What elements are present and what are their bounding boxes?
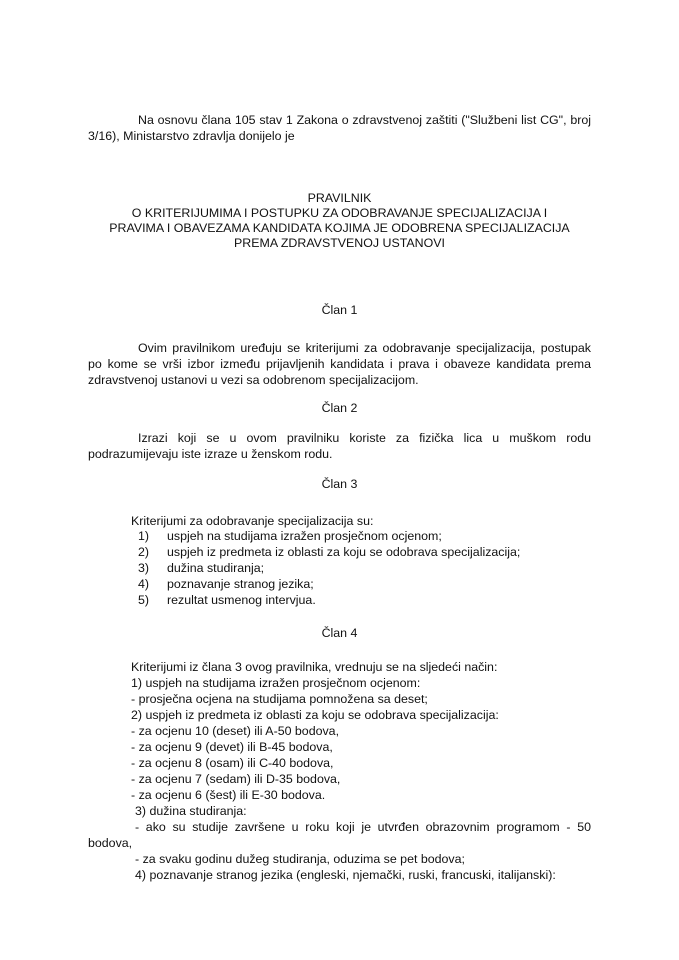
scoring-line: - za ocjenu 7 (sedam) ili D-35 bodova, — [131, 772, 341, 786]
scoring-line: - za ocjenu 10 (deset) ili A-50 bodova, — [131, 724, 340, 738]
scoring-line: 3) dužina studiranja: — [135, 804, 247, 818]
article-paragraph: Ovim pravilnikom uređuju se kriterijumi za odobravanje specijalizacija, postupak po kome se vrši izbor između prijavljenih kandidata i prava i obaveze kandidata prema zdravstvenoj ustanovi u vezi sa odobrenom specijalizacijom. — [88, 341, 591, 387]
article-heading: Član 2 — [321, 401, 358, 415]
scoring-line: - za ocjenu 9 (devet) ili B-45 bodova, — [131, 740, 333, 754]
article-paragraph: Izrazi koji se u ovom pravilniku koriste za fizička lica u muškom rodu podrazumijevaju iste izraze u ženskom rodu. — [88, 431, 591, 461]
article-heading: Član 1 — [321, 303, 358, 317]
title-line: PRAVIMA I OBAVEZAMA KANDIDATA KOJIMA JE ODOBRENA SPECIJALIZACIJA — [109, 221, 570, 235]
scoring-line: 2) uspjeh iz predmeta iz oblasti za koju se odobrava specijalizacija: — [131, 708, 499, 722]
list-item: 1) uspjeh na studijama izražen prosječnom ocjenom; — [138, 529, 442, 543]
scoring-line: - za svaku godinu dužeg studiranja, oduzima se pet bodova; — [135, 852, 465, 866]
article-heading: Član 4 — [321, 626, 358, 640]
list-item: 2) uspjeh iz predmeta iz oblasti za koju se odobrava specijalizacija; — [138, 545, 521, 559]
article-heading: Član 3 — [321, 477, 358, 491]
criteria-lead: Kriterijumi za odobravanje specijalizacija su: — [131, 514, 374, 528]
scoring-line: 4) poznavanje stranog jezika (engleski, njemački, ruski, francuski, italijanski): — [135, 868, 556, 882]
list-item: 4) poznavanje stranog jezika; — [138, 577, 314, 591]
scoring-lead: Kriterijumi iz člana 3 ovog pravilnika, vrednuju se na sljedeći način: — [131, 660, 498, 674]
title-line: PREMA ZDRAVSTVENOJ USTANOVI — [234, 236, 445, 250]
list-item: 5) rezultat usmenog intervjua. — [138, 593, 316, 607]
title-line: O KRITERIJUMIMA I POSTUPKU ZA ODOBRAVANJE SPECIJALIZACIJA I — [131, 206, 548, 220]
scoring-line: - za ocjenu 8 (osam) ili C-40 bodova, — [131, 756, 334, 770]
document-title — [88, 191, 591, 251]
scoring-line: 1) uspjeh na studijama izražen prosječnom ocjenom: — [131, 676, 421, 690]
list-item: 3) dužina studiranja; — [138, 561, 265, 575]
criteria-list — [138, 528, 591, 608]
scoring-line: - za ocjenu 6 (šest) ili E-30 bodova. — [131, 788, 326, 802]
scoring-line: - ako su studije završene u roku koji je utvrđen obrazovnim programom - 50 bodova, — [88, 820, 591, 850]
title-line: PRAVILNIK — [307, 191, 372, 205]
intro-paragraph: Na osnovu člana 105 stav 1 Zakona o zdravstvenoj zaštiti ("Službeni list CG", broj 3/16), Ministarstvo zdravlja donijelo je — [88, 113, 591, 143]
scoring-line: - prosječna ocjena na studijama pomnožena sa deset; — [131, 692, 428, 706]
